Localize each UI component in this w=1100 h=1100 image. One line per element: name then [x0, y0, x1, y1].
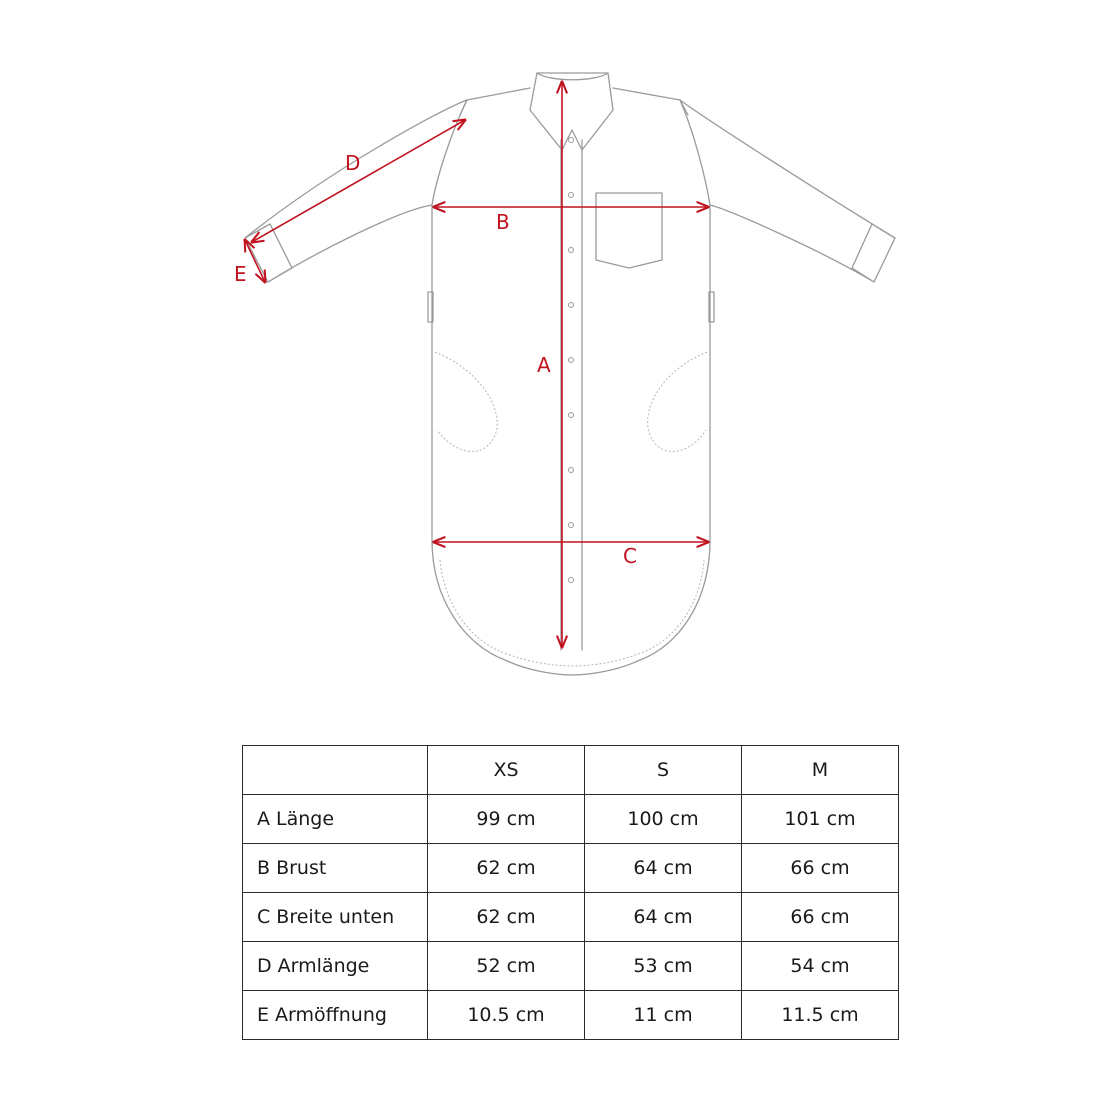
- table-row: [243, 942, 899, 991]
- button: [569, 193, 574, 198]
- button: [569, 523, 574, 528]
- chest-pocket: [596, 193, 662, 268]
- measure-label: E Armöffnung: [243, 991, 428, 1040]
- left-sleeve: [245, 100, 467, 282]
- dimension-label-a: A: [537, 353, 551, 377]
- size-value: 11.5 cm: [742, 991, 899, 1040]
- button: [569, 248, 574, 253]
- buttons: [569, 138, 574, 583]
- button: [569, 303, 574, 308]
- right-sleeve: [680, 100, 895, 282]
- button: [569, 358, 574, 363]
- hem-stitch: [440, 560, 704, 666]
- size-value: 62 cm: [428, 893, 585, 942]
- size-chart-table: [242, 745, 899, 1040]
- right-side-pocket: [648, 352, 707, 451]
- button: [569, 578, 574, 583]
- dimension-label-c: C: [623, 544, 637, 568]
- button: [569, 413, 574, 418]
- size-header-s: S: [585, 746, 742, 795]
- button: [569, 138, 574, 143]
- right-shoulder: [613, 88, 688, 115]
- measure-label: D Armlänge: [243, 942, 428, 991]
- size-value: 54 cm: [742, 942, 899, 991]
- size-value: 99 cm: [428, 795, 585, 844]
- measure-label: A Länge: [243, 795, 428, 844]
- dimension-line-e: [245, 240, 265, 282]
- table-corner-cell: [243, 746, 428, 795]
- size-value: 100 cm: [585, 795, 742, 844]
- dimension-line-d: [252, 120, 465, 242]
- size-value: 11 cm: [585, 991, 742, 1040]
- size-value: 66 cm: [742, 844, 899, 893]
- dress-body: [432, 205, 710, 675]
- garment-outline: [245, 73, 895, 675]
- table-row: [243, 893, 899, 942]
- dimension-label-d: D: [345, 151, 361, 175]
- table-row: [243, 795, 899, 844]
- table-row: [243, 991, 899, 1040]
- dimension-label-b: B: [496, 210, 510, 234]
- size-header-m: M: [742, 746, 899, 795]
- size-header-xs: XS: [428, 746, 585, 795]
- button: [569, 468, 574, 473]
- measure-label: B Brust: [243, 844, 428, 893]
- size-value: 101 cm: [742, 795, 899, 844]
- size-value: 53 cm: [585, 942, 742, 991]
- size-value: 62 cm: [428, 844, 585, 893]
- size-value: 64 cm: [585, 893, 742, 942]
- size-value: 10.5 cm: [428, 991, 585, 1040]
- collar-stand: [537, 73, 608, 80]
- dimension-lines: [234, 82, 708, 647]
- table-header-row: [243, 746, 899, 795]
- left-side-pocket: [435, 352, 497, 451]
- size-value: 52 cm: [428, 942, 585, 991]
- size-value: 64 cm: [585, 844, 742, 893]
- left-shoulder: [460, 88, 530, 115]
- measure-label: C Breite unten: [243, 893, 428, 942]
- dimension-label-e: E: [234, 262, 247, 286]
- size-value: 66 cm: [742, 893, 899, 942]
- table-row: [243, 844, 899, 893]
